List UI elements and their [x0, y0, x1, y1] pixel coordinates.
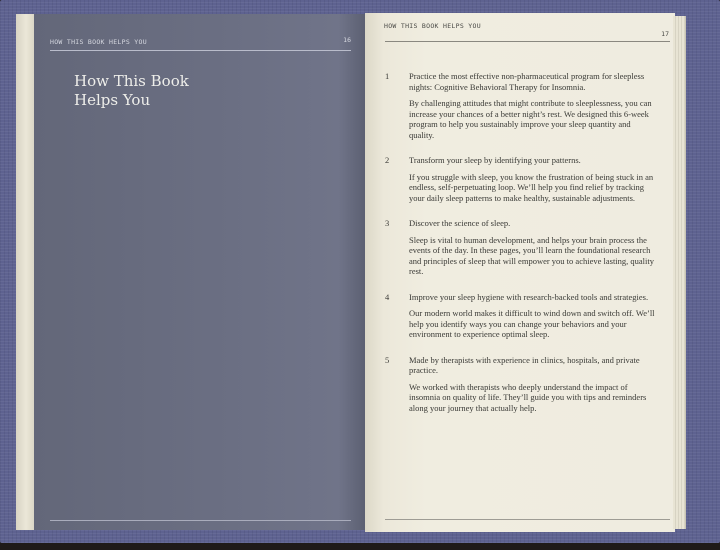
benefits-list — [385, 71, 655, 428]
title-line-1: How This Book — [74, 72, 189, 90]
footer-rule — [385, 519, 670, 520]
list-item — [385, 218, 655, 277]
item-heading: Discover the science of sleep. — [409, 218, 511, 228]
item-number: 3 — [385, 218, 390, 228]
item-heading: Improve your sleep hygiene with research-backed tools and strategies. — [409, 291, 649, 302]
item-body: By challenging attitudes that might contribute to sleeplessness, you can increase your chances of a better night’s rest. We designed this 6-week program to help you sustainably improve your sleep quantity and quality. — [409, 98, 652, 140]
item-heading: Practice the most effective non-pharmaceutical program for sleepless nights: Cognitive Behavioral Therapy for Insomnia. — [409, 71, 645, 92]
item-number: 2 — [385, 155, 390, 165]
page-title — [74, 72, 274, 110]
left-page-stack-edge — [16, 14, 36, 530]
item-heading: Transform your sleep by identifying your patterns. — [409, 155, 581, 165]
right-page-stack-edge — [673, 16, 686, 529]
item-number: 1 — [385, 71, 390, 81]
item-body: Sleep is vital to human development, and helps your brain process the events of the day. In these pages, you’ll learn the foundational research and principles of sleep that will empower you to achieve lasting, quality rest. — [409, 234, 655, 276]
item-number: 4 — [385, 291, 390, 302]
book-shadow — [0, 543, 720, 550]
title-line-2: Helps You — [74, 91, 151, 109]
footer-rule — [50, 520, 351, 521]
item-number: 5 — [385, 354, 390, 365]
item-body: If you struggle with sleep, you know the frustration of being stuck in an endless, self-perpetuating loop. We’ll help you find relief by tracking your daily sleep patterns to make healthy, sustainable adjustments. — [409, 171, 654, 203]
list-item — [385, 292, 655, 340]
list-item — [385, 71, 655, 140]
right-page — [365, 13, 675, 532]
running-head: HOW THIS BOOK HELPS YOU — [384, 22, 481, 30]
item-body: We worked with therapists who deeply understand the impact of insomnia on quality of life. They’ll guide you with tips and reminders along your journey that actually help. — [409, 381, 647, 413]
page-number: 17 — [661, 30, 669, 38]
page-number: 16 — [343, 36, 351, 44]
running-head: HOW THIS BOOK HELPS YOU — [50, 38, 147, 46]
list-item — [385, 355, 655, 414]
list-item — [385, 155, 655, 203]
item-heading: Made by therapists with experience in clinics, hospitals, and private practice. — [409, 354, 640, 375]
left-page — [34, 14, 365, 530]
header-rule — [385, 41, 670, 42]
header-rule — [50, 50, 351, 51]
item-body: Our modern world makes it difficult to wind down and switch off. We’ll help you identify ways you can change your behaviors and your environment to experience optimal sleep. — [409, 308, 655, 339]
